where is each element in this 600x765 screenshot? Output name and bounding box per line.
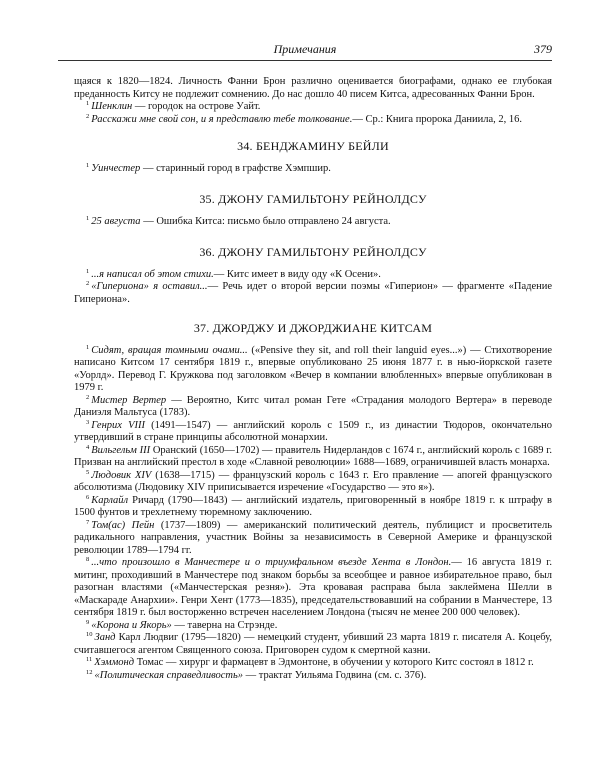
note-item (74, 670, 552, 683)
note-number: 1 (86, 161, 90, 169)
continued-paragraph: щаяся к 1820—1824. Личность Фанни Брон различно оценивается биографами, однако ее глубокая преданность Китсу не подлежит сомнению. До нас дошло 40 писем Китса, адресованных Фанни Брон. (74, 76, 552, 100)
note-number: 4 (86, 443, 90, 451)
note-item (74, 114, 552, 127)
note-item (74, 163, 552, 176)
note-number: 8 (86, 556, 90, 563)
note-item (74, 395, 552, 420)
note-number: 1 (86, 100, 90, 107)
note-item (74, 101, 552, 114)
note-lead: Сидят, вращая томными очами... (91, 344, 248, 356)
note-number: 3 (86, 418, 90, 426)
note-text: — Ошибка Китса: письмо было отправлено 24 августа. (140, 215, 391, 227)
note-text: Томас — хирург и фармацевт в Эдмонтоне, в обучении у которого Китс состоял в 1812 г. (134, 657, 534, 668)
note-lead: Генрих VIII (91, 419, 145, 431)
note-lead: «Гипериона» я оставил... (91, 281, 208, 292)
section-heading: 37. ДЖОРДЖУ И ДЖОРДЖИАНЕ КИТСАМ (193, 321, 433, 335)
notes-body (74, 76, 552, 682)
note-number: 2 (86, 112, 90, 120)
note-number: 7 (86, 518, 90, 526)
note-lead: Мистер Вертер (91, 394, 167, 406)
header-rule (58, 60, 552, 61)
note-text: — трактат Уильяма Годвина (см. с. 376). (243, 669, 427, 681)
note-text: — Речь идет о второй версии поэмы «Гиперион» — фрагменте «Падение Гипериона». (74, 281, 553, 305)
note-text: Карл Людвиг (1795—1820) — немецкий студент, убивший 23 марта 1819 г. писателя А. Коцебу, считавшегося агентом Священного союза. Приговорен судом к смертной казни. (74, 632, 552, 656)
note-number: 1 (86, 343, 90, 351)
note-lead: Шенклин (91, 101, 133, 112)
note-item (74, 345, 552, 395)
section-heading: 35. ДЖОНУ ГАМИЛЬТОНУ РЕЙНОЛДСУ (199, 192, 427, 206)
note-number: 9 (86, 618, 90, 626)
note-lead: Людовик XIV (91, 469, 152, 481)
note-text: — Вероятно, Китс читал роман Гете «Страдания молодого Вертера» в переводе Даниэля Мальтуса (1783). (74, 394, 552, 418)
note-number: 1 (86, 267, 90, 275)
note-text: Оранский (1650—1702) — правитель Нидерландов с 1674 г., английский король с 1689 г. Призван на английский престол в ходе «Славной революции» 1688—1689, ограничившей власть монарха. (74, 444, 552, 468)
note-number: 5 (86, 468, 90, 476)
note-item (74, 495, 552, 520)
note-item (74, 281, 552, 306)
note-text: (1737—1809) — американский политический деятель, публицист и просветитель радикального направления, участник Войны за независимость в Северной Америке и французской революции 1789—1794 гг. (74, 519, 552, 556)
note-item (74, 632, 552, 657)
note-text: Ричард (1790—1843) — английский издатель, приговоренный в ноябре 1819 г. к штрафу в 1500 фунтов и трехлетнему тюремному заключению. (74, 494, 552, 518)
note-item (74, 520, 552, 558)
note-number: 10 (86, 631, 93, 638)
page-number: 379 (534, 42, 552, 56)
note-number: 2 (86, 280, 90, 287)
note-lead: ...я написал об этом стихи. (91, 268, 214, 280)
note-text: — городок на острове Уайт. (132, 101, 261, 112)
note-text: — старинный город в графстве Хэмпшир. (140, 162, 331, 174)
note-number: 6 (86, 493, 90, 501)
note-number: 2 (86, 393, 90, 401)
note-text: — 16 августа 1819 г. митинг, проходивший в Манчестере под знаком борьбы за всеобщее и равное избирательное право, был разогнан властями («Манчестерская резня»). Эта кровавая расправа была заклеймена Шелли в «Маскараде Анархии». Генри Хент (1773—1835), председательствовавший на собрании в Манчестере, 13 сентября 1819 г. был восторженно встречен населением Лондона (тысяч не менее 200 000 человек). (74, 557, 552, 618)
note-item (74, 470, 552, 495)
note-item (74, 216, 552, 229)
note-number: 11 (86, 656, 93, 663)
note-lead: «Корона и Якорь» (91, 619, 172, 631)
note-item (74, 557, 552, 620)
note-text: — Китс имеет в виду оду «К Осени». (213, 268, 381, 280)
note-lead: «Политическая справедливость» (94, 669, 244, 681)
note-text: — таверна на Стрэнде. (171, 619, 278, 631)
note-text: (1638—1715) — французский король с 1643 г. Его правление — апогей французского абсолютизма (Людовику XIV приписывается изречение «Государство — это я»). (74, 469, 553, 493)
note-item (74, 269, 552, 282)
note-item (74, 657, 552, 670)
note-lead: Вильгельм III (91, 444, 151, 456)
note-lead: ...что произошло в Манчестере и о триумфальном въезде Хента в Лондон. (91, 557, 452, 568)
note-lead: Расскажи мне свой сон, и я представлю тебе толкование. (91, 113, 353, 125)
section-heading: 34. БЕНДЖАМИНУ БЕЙЛИ (237, 139, 389, 153)
note-lead: Занд (94, 632, 116, 643)
note-text: («Pensive they sit, and roll their languid eyes...») — Стихотворение написано Китсом 17 сентября 1819 г., впервые опубликовано 25 июня 1877 г. в нью-йоркской газете «Уорлд». Перевод Г. Кружкова под заголовком «Вечер в компании влюбленных» впервые опубликован в 1979 г. (74, 344, 552, 393)
note-item (74, 445, 552, 470)
section-heading: 36. ДЖОНУ ГАМИЛЬТОНУ РЕЙНОЛДСУ (199, 245, 427, 259)
running-header (58, 40, 552, 58)
note-lead: Уинчестер (91, 162, 141, 174)
note-number: 1 (86, 214, 90, 222)
note-lead: 25 августа (91, 215, 141, 227)
note-lead: Хэммонд (94, 657, 135, 668)
note-lead: Карлайл (91, 494, 129, 506)
running-title: Примечания (273, 42, 337, 56)
note-item (74, 420, 552, 445)
note-item (74, 620, 552, 633)
note-text: — Ср.: Книга пророка Даниила, 2, 16. (352, 113, 523, 125)
note-text: (1491—1547) — английский король с 1509 г., из династии Тюдоров, окончательно утвердивший в стране принципы абсолютной монархии. (74, 419, 553, 443)
note-lead: Том(ас) Пейн (91, 519, 155, 531)
note-number: 12 (86, 668, 93, 676)
